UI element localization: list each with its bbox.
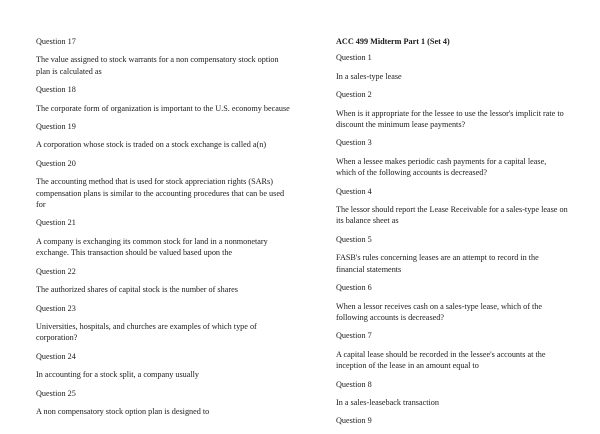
- question-number: Question 7: [336, 331, 372, 341]
- question-entry: [36, 36, 291, 77]
- question-entry: [36, 217, 291, 258]
- question-entry: [36, 351, 291, 381]
- question-number: Question 5: [336, 234, 372, 244]
- question-entry: [336, 379, 568, 409]
- question-text: When a lessee makes periodic cash payments for a capital lease, which of the following accounts is decreased?: [336, 156, 547, 178]
- question-entry: [36, 303, 291, 344]
- question-text: The authorized shares of capital stock is the number of shares: [36, 285, 238, 295]
- question-number: Question 8: [336, 379, 372, 389]
- question-text: In a sales-type lease: [336, 71, 402, 81]
- question-number: Question 4: [336, 186, 372, 196]
- question-entry: [336, 186, 568, 227]
- question-text: A corporation whose stock is traded on a stock exchange is called a(n): [36, 140, 267, 150]
- question-number: Question 21: [36, 218, 76, 228]
- question-text: A company is exchanging its common stock for land in a nonmonetary exchange. This transaction should be valued based upon the: [36, 236, 268, 258]
- question-entry: [336, 52, 568, 82]
- question-text: A non compensatory stock option plan is designed to: [36, 406, 210, 416]
- question-text: A capital lease should be recorded in the lessee's accounts at the inception of the lease in an amount equal to: [336, 349, 546, 371]
- question-entry: [36, 158, 291, 211]
- question-entry: [336, 330, 568, 371]
- question-number: Question 25: [36, 388, 76, 398]
- question-number: Question 9: [336, 416, 372, 426]
- question-text: Universities, hospitals, and churches are examples of which type of corporation?: [36, 321, 257, 343]
- question-entry: [36, 84, 291, 114]
- question-text: When is it appropriate for the lessee to use the lessor's implicit rate to discount the minimum lease payments?: [336, 108, 564, 130]
- question-text: In accounting for a stock split, a company usually: [36, 370, 200, 380]
- question-number: Question 18: [36, 85, 76, 95]
- question-number: Question 19: [36, 122, 76, 132]
- question-entry: [336, 89, 568, 130]
- question-number: Question 1: [336, 53, 372, 63]
- question-entry: [36, 388, 291, 418]
- question-number: Question 6: [336, 283, 372, 293]
- question-entry: [336, 137, 568, 178]
- right-column: [336, 36, 568, 434]
- question-number: Question 3: [336, 138, 372, 148]
- question-number: Question 24: [36, 351, 76, 361]
- question-entry: [36, 266, 291, 296]
- question-entry: [336, 234, 568, 275]
- question-number: Question 22: [36, 266, 76, 276]
- question-number: Question 23: [36, 303, 76, 313]
- question-text: In a sales-leaseback transaction: [336, 397, 439, 407]
- document-title: ACC 499 Midterm Part 1 (Set 4): [336, 37, 450, 46]
- question-entry: [336, 415, 568, 426]
- question-text: The value assigned to stock warrants for a non compensatory stock option plan is calculated as: [36, 55, 279, 76]
- question-text: When a lessor receives cash on a sales-type lease, which of the following accounts is decreased?: [336, 301, 542, 322]
- question-text: The lessor should report the Lease Receivable for a sales-type lease on its balance sheet as: [336, 205, 568, 226]
- question-text: FASB's rules concerning leases are an attempt to record in the financial statements: [336, 253, 539, 274]
- question-number: Question 2: [336, 90, 372, 100]
- question-number: Question 20: [36, 158, 76, 168]
- question-number: Question 17: [36, 37, 76, 46]
- left-column: [36, 36, 291, 424]
- question-text: The corporate form of organization is important to the U.S. economy because: [36, 103, 290, 113]
- question-text: The accounting method that is used for stock appreciation rights (SARs) compensation plans is similar to the accounting procedures that can be used for: [36, 177, 285, 210]
- question-entry: [336, 282, 568, 323]
- question-entry: [36, 121, 291, 151]
